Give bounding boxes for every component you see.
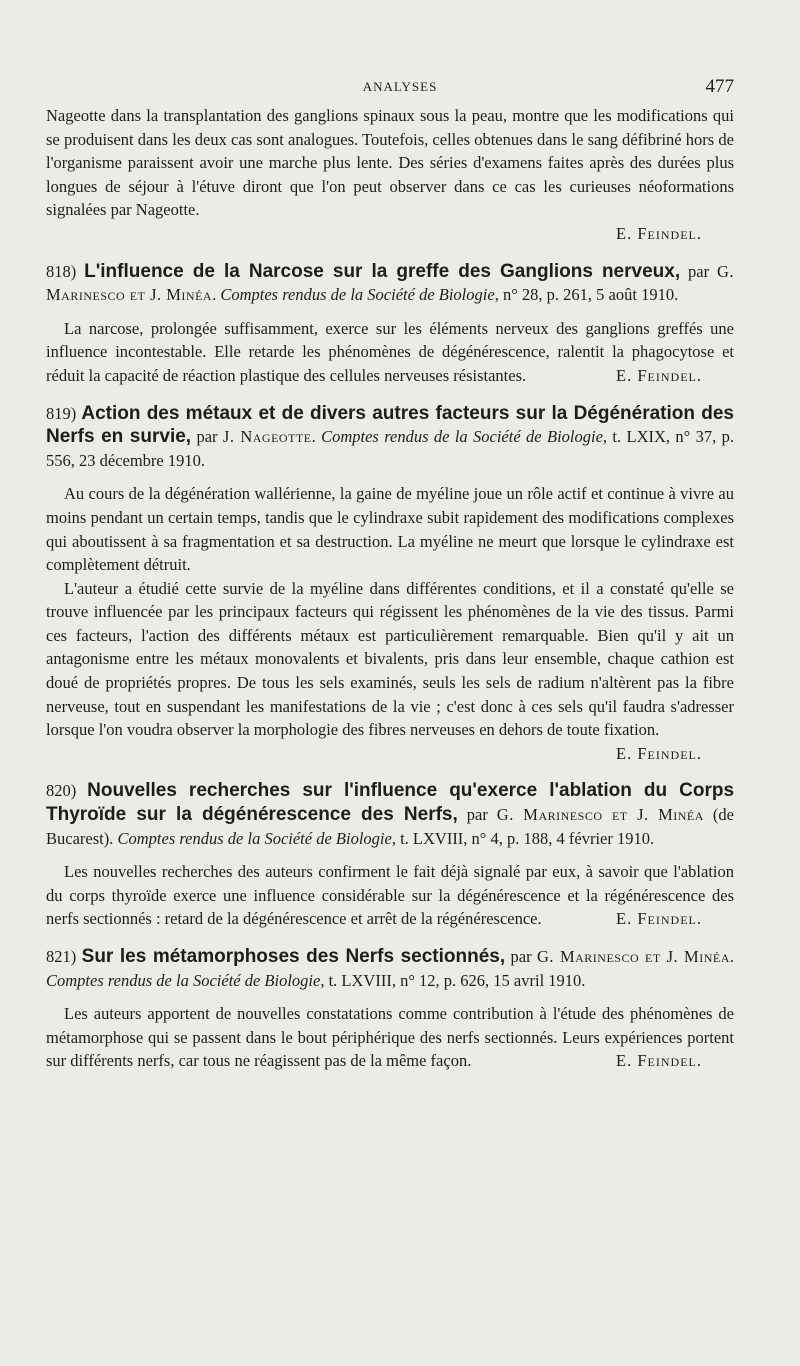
- entry-by: par: [457, 805, 497, 825]
- abstract-paragraph: [46, 1002, 734, 1073]
- entry-heading: [46, 945, 734, 992]
- entry-reference: , t. LXIX, n° 37, p. 556, 23 décembre 1910.: [46, 427, 734, 470]
- entry-reference: , t. LXVIII, n° 12, p. 626, 15 avril 1910.: [320, 970, 586, 990]
- entry-dot: .: [729, 947, 734, 966]
- entry-signature: E. Feindel.: [616, 743, 702, 763]
- entry-authors: J. Nageotte: [222, 427, 312, 447]
- entry-journal: Comptes rendus de la Société de Biologie: [117, 828, 392, 848]
- entry-abstract: [46, 1002, 734, 1073]
- entry-journal: Comptes rendus de la Société de Biologie: [220, 285, 495, 305]
- page-body: [46, 104, 734, 1073]
- entry-number: 820): [46, 781, 77, 801]
- entry-dot: .: [212, 285, 221, 305]
- header-title: ANALYSES: [362, 79, 438, 94]
- entry-by: par: [680, 261, 717, 281]
- entry-by: par: [191, 427, 223, 447]
- entry-title: L'influence de la Narcose sur la greffe des Ganglions nerveux,: [84, 260, 681, 282]
- abstract-entry-819: [46, 402, 734, 766]
- entry-number: 819): [46, 403, 77, 423]
- entry-authors: G. Marinesco et J. Minéa: [496, 805, 704, 825]
- abstract-paragraph: L'auteur a étudié cette survie de la myéline dans différentes conditions, et il a constaté qu'elle se trouve influencée par les principaux facteurs qui régissent les phénomènes de la vie des tissus. Parmi ces facteurs, l'action des différents métaux est particulièrement remarquable. Bien qu'il y ait un antagonisme entre les métaux monovalents et bivalents, pris dans leur ensemble, chaque cathion est doué de propriétés propres. De tous les sels examinés, seuls les sels de radium n'altèrent pas la fibre nerveuse, tout en suspendant les manifestations de la vie ; c'est donc à ces sels qu'il faudra s'adresser lorsque l'on voudra observer la morphologie des fibres nerveuses en dehors de toute fixation.: [46, 578, 734, 740]
- abstract-paragraph: Au cours de la dégénération wallérienne, la gaine de myéline joue un rôle actif et continue à vivre au moins pendant un certain temps, tandis que le cylindraxe subit rapidement des modifications complexes qui aboutissent à sa fragmentation et sa destruction. La myéline ne meurt que lorsque le cylindraxe est complètement détruit.: [46, 484, 734, 575]
- abstract-paragraph: [46, 860, 734, 931]
- entry-heading: [46, 779, 734, 850]
- abstract-entry-820: [46, 779, 734, 931]
- entry-authors: G. Marinesco et J. Minéa: [46, 261, 735, 305]
- entry-abstract: [46, 317, 734, 388]
- continuation-signature: E. Feindel.: [616, 223, 702, 243]
- abstract-entry-818: [46, 260, 734, 388]
- entry-heading: [46, 402, 734, 473]
- entry-journal: Comptes rendus de la Société de Biologie: [321, 427, 603, 447]
- continuation-paragraph: Nageotte dans la transplantation des ganglions spinaux sous la peau, montre que les modifications qui se produisent dans les deux cas sont analogues. Toutefois, celles obtenues dans le sang défibriné hors de l'organisme paraissent avoir une marche plus lente. Des séries d'examens faites après des durées plus longues de séjour à l'étuve diront que l'on peut observer dans ce cas les curieuses néoformations signalées par Nageotte.: [46, 106, 734, 220]
- entry-dot: .: [311, 427, 322, 447]
- entry-journal: Comptes rendus de la Société de Biologie: [46, 970, 321, 990]
- abstract-paragraph: [46, 317, 734, 388]
- entry-title: Sur les métamorphoses des Nerfs sectionnés,: [81, 946, 506, 967]
- entry-dot: (de Bucarest).: [46, 805, 734, 848]
- entry-signature: E. Feindel.: [616, 1051, 702, 1071]
- entry-signature: E. Feindel.: [616, 365, 702, 385]
- entry-heading: [46, 260, 734, 307]
- running-header: [0, 76, 800, 100]
- page-number: 477: [705, 76, 734, 97]
- entry-abstract: [46, 482, 734, 765]
- entry-by: par: [505, 947, 538, 966]
- entry-title: Action des métaux et de divers autres facteurs sur la Dégénération des Nerfs en survie,: [46, 402, 734, 448]
- entry-signature: E. Feindel.: [616, 909, 702, 929]
- entry-authors: G. Marinesco et J. Minéa: [537, 947, 730, 966]
- entry-number: 818): [46, 261, 77, 281]
- abstract-entry-821: [46, 945, 734, 1073]
- entry-reference: , t. LXVIII, n° 4, p. 188, 4 février 1910.: [391, 828, 655, 848]
- abstract-text: Les nouvelles recherches des auteurs confirment le fait déjà signalé par eux, à savoir que l'ablation du corps thyroïde exerce une influence considérable sur la dégénérescence et la régénérescence des nerfs sectionnés : retard de la dégénérescence et arrêt de la régénérescence.: [46, 862, 734, 929]
- abstract-text: Les auteurs apportent de nouvelles constatations comme contribution à l'étude des phénomènes de métamorphose qui se passent dans le bout périphérique des nerfs sectionnés. Leurs expériences portent sur différents nerfs, car tous ne réagissent pas de la même façon.: [46, 1004, 734, 1071]
- entry-number: 821): [46, 947, 77, 966]
- abstract-text: La narcose, prolongée suffisamment, exerce sur les éléments nerveux des ganglions greffés une influence incontestable. Elle retarde les phénomènes de dégénérescence, ralentit la phagocytose et réduit la capacité de réaction plastique des cellules nerveuses résistantes.: [46, 318, 734, 385]
- entry-reference: , n° 28, p. 261, 5 août 1910.: [494, 285, 679, 305]
- entry-title: Nouvelles recherches sur l'influence qu'exerce l'ablation du Corps Thyroïde sur la dégénérescence des Nerfs,: [46, 780, 735, 826]
- entry-abstract: [46, 860, 734, 931]
